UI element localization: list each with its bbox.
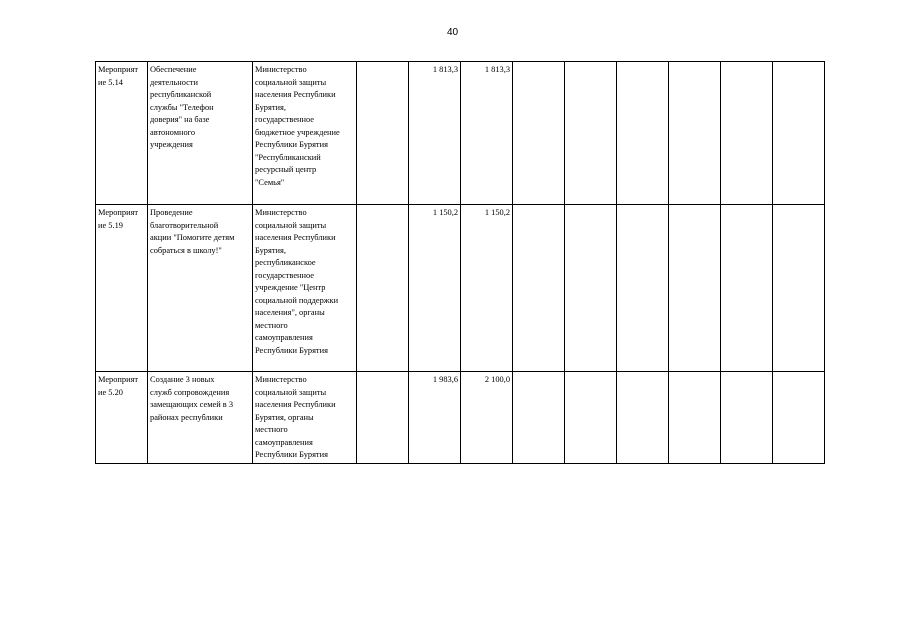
value-cell: 1 150,2 [461,205,513,372]
value-cell [669,372,721,464]
executor-cell: Министерство социальной защиты населения Республики Бурятия, республиканское государственное учреждение "Центр социальной поддержки населения", органы местного самоуправления Республики Бурятия [253,205,357,372]
value-cell [565,372,617,464]
value-cell: 2 100,0 [461,372,513,464]
executor-cell: Министерство социальной защиты населения Республики Бурятия, органы местного самоуправления Республики Бурятия [253,372,357,464]
measure-code-cell: Мероприят ие 5.20 [96,372,148,464]
value-cell: 1 813,3 [409,62,461,205]
value-cell [565,62,617,205]
measure-name-cell: Обеспечение деятельности республиканской службы "Телефон доверия" на базе автономного учреждения [148,62,253,205]
value-cell: 1 813,3 [461,62,513,205]
value-cell [721,62,773,205]
value-cell [513,372,565,464]
value-cell [565,205,617,372]
value-cell [773,372,825,464]
measure-code-cell: Мероприят ие 5.14 [96,62,148,205]
value-cell [513,62,565,205]
value-cell [357,62,409,205]
measure-code-cell: Мероприят ие 5.19 [96,205,148,372]
executor-cell: Министерство социальной защиты населения Республики Бурятия, государственное бюджетное учреждение Республики Бурятия "Республиканский ресурсный центр "Семья" [253,62,357,205]
value-cell [617,372,669,464]
table-row [96,205,825,372]
value-cell [721,372,773,464]
value-cell [617,205,669,372]
value-cell [721,205,773,372]
table-row [96,62,825,205]
measures-table [95,61,825,464]
measure-name-cell: Проведение благотворительной акции "Помогите детям собраться в школу!" [148,205,253,372]
value-cell [513,205,565,372]
page-number: 40 [446,27,459,38]
value-cell [669,62,721,205]
value-cell [669,205,721,372]
value-cell: 1 150,2 [409,205,461,372]
value-cell: 1 983,6 [409,372,461,464]
value-cell [357,372,409,464]
value-cell [357,205,409,372]
table-row [96,372,825,464]
measure-name-cell: Создание 3 новых служб сопровождения замещающих семей в 3 районах республики [148,372,253,464]
value-cell [617,62,669,205]
value-cell [773,62,825,205]
value-cell [773,205,825,372]
